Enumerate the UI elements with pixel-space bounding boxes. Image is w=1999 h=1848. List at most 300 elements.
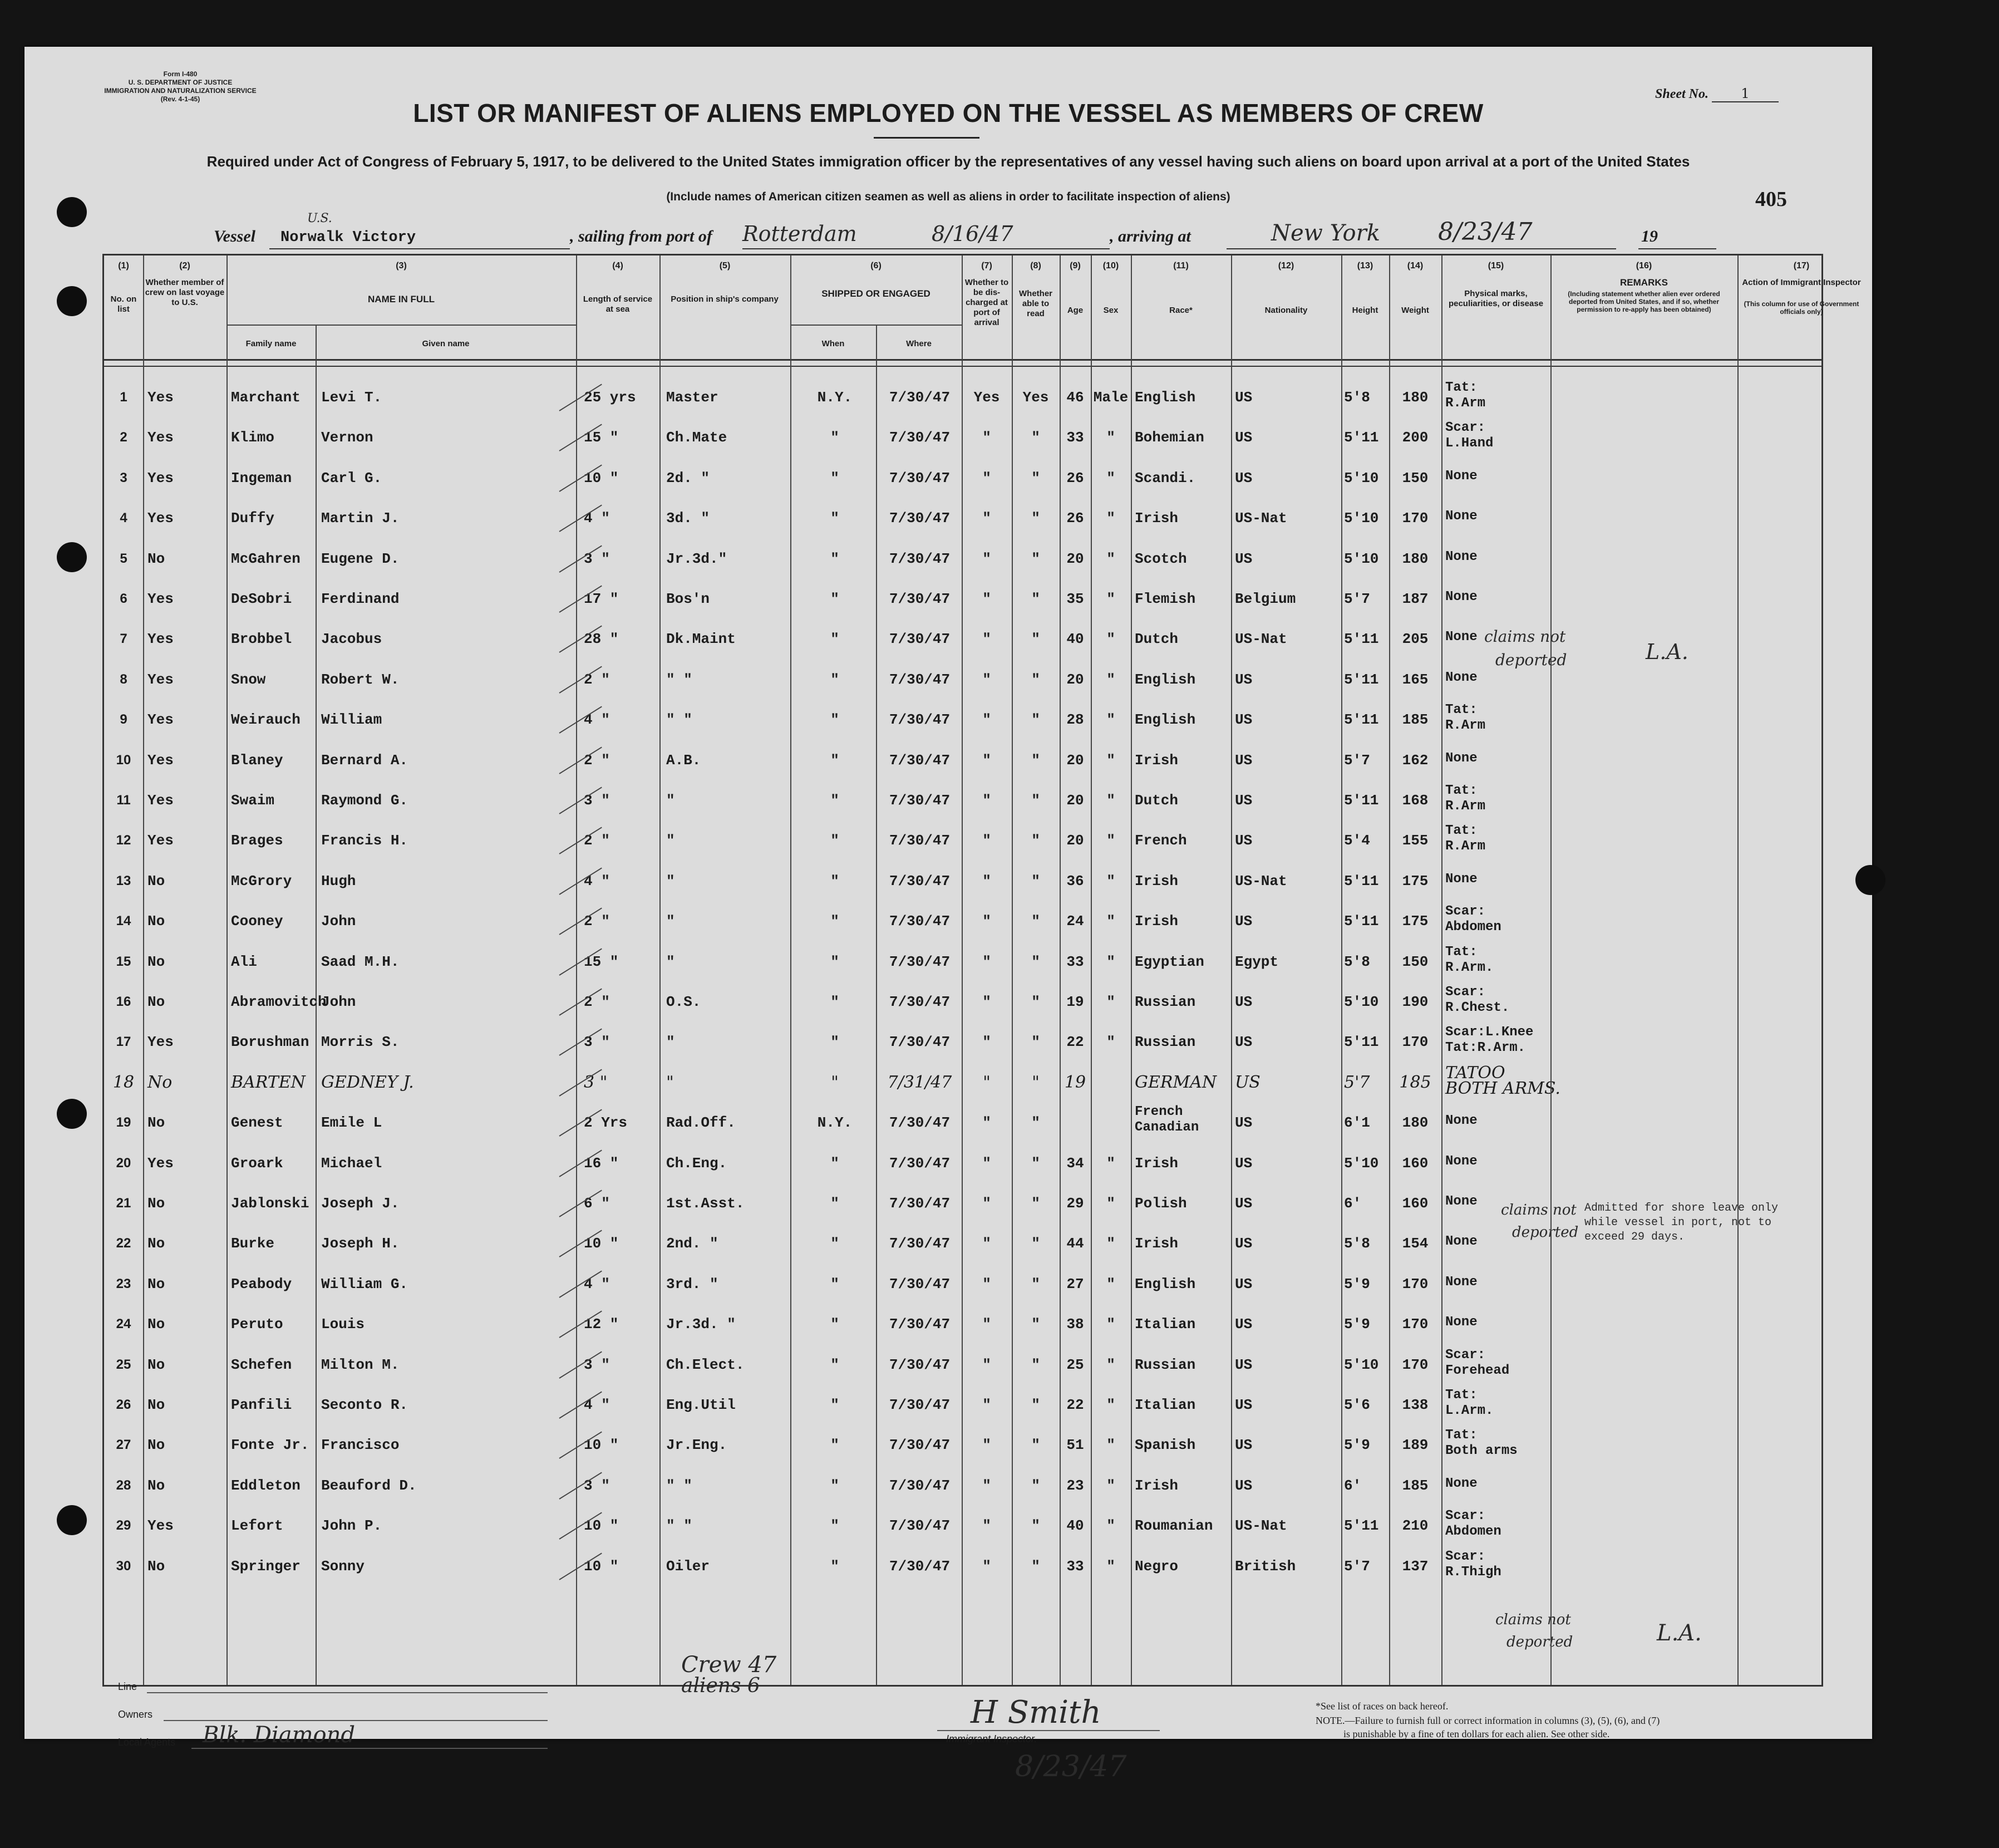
cell-nationality: US <box>1235 1356 1253 1373</box>
col-divider <box>1389 255 1390 1685</box>
cell-given: Jacobus <box>321 631 382 648</box>
table-row <box>104 1142 1821 1182</box>
cell-discharged: " <box>982 872 991 889</box>
cell-marks: None <box>1445 549 1478 564</box>
cell-sex: " <box>1106 1517 1115 1535</box>
cell-read: " <box>1031 751 1040 769</box>
cell-marks: None <box>1445 1194 1478 1209</box>
cell-service: 3 " <box>584 1072 608 1092</box>
cell-position: A.B. <box>666 751 701 769</box>
cell-sex: Male <box>1093 389 1129 406</box>
cell-where: 7/30/47 <box>889 994 951 1010</box>
crew-count: Crew 47 <box>681 1652 777 1678</box>
agents-label: Local Agents <box>118 1737 176 1748</box>
aliens-count: aliens 6 <box>681 1674 760 1697</box>
cell-service: 3 " <box>584 1034 610 1051</box>
cell-where: 7/31/47 <box>887 1072 952 1092</box>
cell-position: " <box>666 1034 675 1051</box>
cell-read: " <box>1031 469 1040 486</box>
cell-height: 5'8 <box>1344 389 1370 406</box>
header-remarks: REMARKS <box>1620 277 1668 288</box>
cell-discharged: " <box>982 1114 991 1132</box>
cell-when: " <box>830 792 839 809</box>
cell-service: 2 " <box>584 751 610 769</box>
arriving-label: , arriving at <box>1110 227 1191 245</box>
cell-position: " <box>666 1072 674 1092</box>
cell-when: " <box>830 1557 839 1575</box>
cell-race: Irish <box>1135 1235 1179 1252</box>
cell-position: Jr.3d. " <box>666 1316 736 1333</box>
header-race: Race* <box>1169 306 1193 315</box>
cell-position: 3rd. " <box>666 1275 718 1292</box>
cell-race: Egyptian <box>1135 953 1204 970</box>
col-num: (11) <box>1173 261 1189 271</box>
table-row <box>104 1101 1821 1141</box>
cell-when: " <box>830 591 839 607</box>
cell-service: 4 " <box>584 510 610 527</box>
cell-no: 24 <box>116 1316 131 1332</box>
cell-position: " " <box>666 1517 692 1535</box>
cell-weight: 170 <box>1402 1275 1429 1292</box>
cell-nationality: US-Nat <box>1235 631 1287 648</box>
cell-service: 2 " <box>584 913 610 930</box>
cell-no: 20 <box>116 1155 131 1171</box>
cell-race: GERMAN <box>1135 1072 1217 1092</box>
cell-age: 28 <box>1066 711 1084 729</box>
cell-position: " <box>666 953 675 970</box>
cell-where: 7/30/47 <box>889 1114 951 1132</box>
cell-discharged: " <box>982 631 991 648</box>
table-row <box>104 1262 1821 1303</box>
cell-sex: " <box>1106 1397 1115 1413</box>
cell-given: Carl G. <box>321 469 382 486</box>
page-title: LIST OR MANIFEST OF ALIENS EMPLOYED ON THE VESSEL AS MEMBERS OF CREW <box>413 99 1484 127</box>
table-row <box>104 900 1821 940</box>
cell-where: 7/30/47 <box>889 711 951 729</box>
cell-read: " <box>1031 994 1040 1010</box>
cell-sex: " <box>1106 872 1115 889</box>
cell-sex: " <box>1106 953 1115 970</box>
cell-sex: " <box>1106 591 1115 607</box>
cell-no: 18 <box>112 1072 135 1092</box>
col-num: (2) <box>179 261 190 271</box>
cell-race: English <box>1135 389 1196 406</box>
cell-height: 6' <box>1344 1195 1362 1212</box>
cell-race: Irish <box>1135 913 1179 930</box>
cell-no: 16 <box>116 994 131 1009</box>
col-divider <box>1550 255 1552 1685</box>
cell-read: " <box>1031 1316 1040 1333</box>
cell-race: Polish <box>1135 1195 1187 1212</box>
cell-prev: No <box>147 1316 165 1333</box>
remark-shore-leave: while vessel in port, not to <box>1584 1216 1772 1229</box>
cell-prev: No <box>147 1397 165 1413</box>
local-agents-value: Blk. Diamond <box>203 1722 355 1748</box>
cell-given: Morris S. <box>321 1034 400 1051</box>
cell-height: 5'10 <box>1344 994 1379 1010</box>
cell-no: 19 <box>116 1115 131 1131</box>
cell-when: " <box>830 994 839 1010</box>
col-divider <box>1737 255 1739 1685</box>
header-given-name: Given name <box>422 339 470 348</box>
cell-height: 5'8 <box>1344 953 1370 970</box>
cell-race: Russian <box>1135 1356 1196 1373</box>
cell-service: 10 " <box>584 1517 619 1535</box>
cell-position: Dk.Maint <box>666 631 736 648</box>
cell-weight: 150 <box>1402 953 1429 970</box>
cell-discharged: " <box>982 1477 991 1494</box>
cell-sex: " <box>1106 631 1115 648</box>
cell-where: 7/30/47 <box>889 671 951 688</box>
cell-marks: TATOO BOTH ARMS. <box>1445 1063 1560 1098</box>
cell-sex: " <box>1106 1195 1115 1212</box>
cell-where: 7/30/47 <box>889 429 951 446</box>
cell-weight: 185 <box>1402 1477 1429 1494</box>
cell-given: Vernon <box>321 429 373 446</box>
cell-where: 7/30/47 <box>889 1517 951 1535</box>
cell-service: 2 " <box>584 671 610 688</box>
cell-height: 5'11 <box>1344 671 1379 688</box>
cell-height: 5'11 <box>1344 429 1379 446</box>
cell-nationality: US <box>1235 1034 1253 1051</box>
header-sex: Sex <box>1103 306 1119 315</box>
annotation-la: L.A. <box>1646 640 1688 664</box>
table-row <box>104 537 1821 577</box>
cell-race: Irish <box>1135 1477 1179 1494</box>
header-read: Whether able to read <box>1019 289 1052 318</box>
cell-read: " <box>1031 591 1040 607</box>
header-height: Height <box>1352 306 1378 315</box>
cell-sex: " <box>1106 671 1115 688</box>
cell-service: 25 yrs <box>584 389 636 406</box>
cell-marks: Scar:L.Knee Tat:R.Arm. <box>1445 1025 1534 1056</box>
table-row <box>104 416 1821 456</box>
cell-family: Cooney <box>231 913 283 930</box>
port-to: New York <box>1271 220 1380 246</box>
cell-no: 5 <box>120 551 127 566</box>
cell-no: 13 <box>116 873 131 888</box>
cell-nationality: US <box>1235 1195 1253 1212</box>
cell-discharged: " <box>982 1275 991 1292</box>
cell-when: " <box>830 1356 839 1373</box>
cell-weight: 170 <box>1402 1356 1429 1373</box>
cell-position: Master <box>666 389 718 406</box>
cell-family: Ali <box>231 953 257 970</box>
cell-marks: None <box>1445 750 1478 766</box>
cell-no: 9 <box>120 712 127 728</box>
cell-given: John <box>321 994 356 1010</box>
cell-sex: " <box>1106 1154 1115 1172</box>
cell-family: Schefen <box>231 1356 292 1373</box>
cell-read: " <box>1031 1437 1040 1454</box>
cell-service: 10 " <box>584 1557 619 1575</box>
cell-discharged: " <box>982 671 991 688</box>
cell-nationality: US-Nat <box>1235 510 1287 527</box>
cell-when: " <box>830 1517 839 1535</box>
cell-race: Bohemian <box>1135 429 1204 446</box>
cell-weight: 210 <box>1402 1517 1429 1535</box>
cell-service: 2 " <box>584 832 610 849</box>
cell-prev: Yes <box>147 751 174 769</box>
cell-when: " <box>830 832 839 849</box>
cell-when: " <box>831 1072 839 1092</box>
cell-race: French Canadian <box>1135 1104 1199 1136</box>
cell-when: " <box>830 953 839 970</box>
cell-weight: 190 <box>1402 994 1429 1010</box>
cell-sex: " <box>1106 711 1115 729</box>
cell-discharged: Yes <box>973 389 1000 406</box>
cell-height: 5'7 <box>1344 1557 1370 1575</box>
header-nationality: Nationality <box>1264 306 1308 315</box>
cell-discharged: " <box>982 1235 991 1252</box>
cell-where: 7/30/47 <box>889 1356 951 1373</box>
cell-height: 5'10 <box>1344 1356 1379 1373</box>
cell-where: 7/30/47 <box>889 1316 951 1333</box>
cell-race: Negro <box>1135 1557 1179 1575</box>
cell-age: 20 <box>1066 792 1084 809</box>
year-label: 19 <box>1641 227 1658 245</box>
cell-service: 6 " <box>584 1195 610 1212</box>
cell-when: " <box>830 469 839 486</box>
cell-where: 7/30/47 <box>889 1154 951 1172</box>
col-num: (3) <box>396 261 407 271</box>
cell-read: " <box>1031 1517 1040 1535</box>
title-rule <box>874 137 979 139</box>
cell-no: 14 <box>116 913 131 929</box>
cell-discharged: " <box>982 994 991 1010</box>
cell-no: 4 <box>120 510 127 526</box>
cell-discharged: " <box>982 591 991 607</box>
cell-service: 17 " <box>584 591 619 607</box>
col-num: (7) <box>981 261 992 271</box>
cell-age: 46 <box>1066 389 1084 406</box>
cell-no: 2 <box>120 430 127 445</box>
cell-where: 7/30/47 <box>889 872 951 889</box>
cell-prev: Yes <box>147 671 174 688</box>
cell-nationality: US-Nat <box>1235 872 1287 889</box>
cell-position: " " <box>666 1477 692 1494</box>
cell-prev: Yes <box>147 832 174 849</box>
cell-read: Yes <box>1022 389 1049 406</box>
cell-prev: Yes <box>147 429 174 446</box>
signature-underline <box>937 1730 1160 1731</box>
cell-prev: No <box>147 953 165 970</box>
cell-race: Flemish <box>1135 591 1196 607</box>
cell-no: 25 <box>116 1356 131 1372</box>
table-row <box>104 1020 1821 1060</box>
sheet-label: Sheet No. <box>1655 87 1708 101</box>
cell-where: 7/30/47 <box>889 792 951 809</box>
header-divider <box>104 366 1821 367</box>
cell-given: Francis H. <box>321 832 408 849</box>
cell-marks: None <box>1445 1153 1478 1169</box>
col-divider <box>790 255 791 1685</box>
document-number: 405 <box>1755 188 1787 211</box>
cell-given: Raymond G. <box>321 792 408 809</box>
punch-hole <box>57 1099 87 1129</box>
sailing-label: , sailing from port of <box>570 227 712 245</box>
cell-age: 38 <box>1066 1316 1084 1333</box>
cell-given: Saad M.H. <box>321 953 400 970</box>
cell-when: N.Y. <box>817 1114 853 1132</box>
cell-family: Snow <box>231 671 266 688</box>
cell-marks: Scar: R.Thigh <box>1445 1549 1501 1580</box>
cell-when: " <box>830 872 839 889</box>
cell-where: 7/30/47 <box>889 1397 951 1413</box>
header-remarks-note: (Including statement whether alien ever ordered deported from United States, and if so, whether permission to re-apply has been obtained) <box>1568 290 1720 313</box>
cell-discharged: " <box>982 792 991 809</box>
agents-underline <box>191 1748 548 1749</box>
cell-prev: Yes <box>147 631 174 648</box>
cell-family: Groark <box>231 1154 283 1172</box>
cell-family: Eddleton <box>231 1477 301 1494</box>
fine-note: is punishable by a fine of ten dollars for each alien. See other side. <box>1343 1728 1610 1739</box>
cell-height: 5'8 <box>1344 1235 1370 1252</box>
cell-read: " <box>1031 1034 1040 1051</box>
cell-nationality: US <box>1235 671 1253 688</box>
cell-given: Beauford D. <box>321 1477 417 1494</box>
remark-shore-leave: exceed 29 days. <box>1584 1231 1685 1244</box>
cell-when: " <box>830 671 839 688</box>
cell-when: N.Y. <box>817 389 853 406</box>
cell-sex: " <box>1106 469 1115 486</box>
header-inspector-note: (This column for use of Government officials only) <box>1744 300 1859 316</box>
cell-nationality: US <box>1235 1154 1253 1172</box>
cell-when: " <box>830 751 839 769</box>
form-number: Form I-480 <box>163 70 198 78</box>
cell-prev: No <box>147 1195 165 1212</box>
cell-no: 1 <box>120 390 127 405</box>
cell-prev: No <box>147 1275 165 1292</box>
cell-prev: Yes <box>147 389 174 406</box>
cell-no: 12 <box>116 833 131 848</box>
cell-discharged: " <box>982 429 991 446</box>
cell-position: " <box>666 872 675 889</box>
cell-read: " <box>1031 1397 1040 1413</box>
cell-given: Louis <box>321 1316 365 1333</box>
cell-race: Spanish <box>1135 1437 1196 1454</box>
cell-race: Irish <box>1135 510 1179 527</box>
cell-weight: 189 <box>1402 1437 1429 1454</box>
cell-marks: Scar: R.Chest. <box>1445 985 1510 1015</box>
cell-family: Borushman <box>231 1034 309 1051</box>
cell-nationality: US <box>1235 389 1253 406</box>
cell-weight: 162 <box>1402 751 1429 769</box>
cell-nationality: US <box>1235 913 1253 930</box>
col-num: (6) <box>870 261 882 271</box>
header-prev-voyage: Whether member of crew on last voyage to U.S. <box>145 278 225 307</box>
cell-marks: None <box>1445 630 1478 645</box>
col-divider <box>227 255 228 1685</box>
cell-discharged: " <box>982 1316 991 1333</box>
cell-nationality: British <box>1235 1557 1296 1575</box>
cell-family: Blaney <box>231 751 283 769</box>
cell-family: Weirauch <box>231 711 301 729</box>
cell-sex: " <box>1106 550 1115 567</box>
cell-where: 7/30/47 <box>889 913 951 930</box>
cell-prev: Yes <box>147 1517 174 1535</box>
cell-prev: No <box>147 1235 165 1252</box>
cell-given: Seconto R. <box>321 1397 408 1413</box>
cell-service: 3 " <box>584 792 610 809</box>
cell-nationality: Egypt <box>1235 953 1279 970</box>
cell-where: 7/30/47 <box>889 1034 951 1051</box>
annotation-claims-not: claims not <box>1501 1202 1577 1218</box>
cell-when: " <box>830 1275 839 1292</box>
table-row <box>104 739 1821 779</box>
cell-race: Roumanian <box>1135 1517 1213 1535</box>
cell-given: GEDNEY J. <box>321 1072 414 1092</box>
col-divider <box>1131 255 1132 1685</box>
cell-position: O.S. <box>666 994 701 1010</box>
header-inspector-action: Action of Immigrant Inspector <box>1742 278 1861 287</box>
cell-height: 5'11 <box>1344 792 1379 809</box>
sheet-value: 1 <box>1712 86 1779 102</box>
cell-where: 7/30/47 <box>889 1195 951 1212</box>
cell-weight: 155 <box>1402 832 1429 849</box>
fine-note: NOTE.—Failure to furnish full or correct information in columns (3), (5), (6), and (7) <box>1316 1715 1660 1726</box>
header-name: NAME IN FULL <box>368 294 435 304</box>
cell-height: 5'6 <box>1344 1397 1370 1413</box>
cell-service: 4 " <box>584 711 610 729</box>
cell-prev: Yes <box>147 591 174 607</box>
col-divider <box>962 255 963 1685</box>
col-divider <box>1091 255 1092 1685</box>
cell-when: " <box>830 711 839 729</box>
cell-sex: " <box>1106 1437 1115 1454</box>
cell-prev: No <box>147 913 165 930</box>
cell-where: 7/30/47 <box>889 389 951 406</box>
annotation-claims-not: claims not <box>1484 627 1566 646</box>
cell-where: 7/30/47 <box>889 510 951 527</box>
cell-marks: None <box>1445 589 1478 604</box>
cell-height: 6' <box>1344 1477 1362 1494</box>
cell-marks: Tat: R.Arm <box>1445 380 1486 411</box>
cell-sex: " <box>1106 913 1115 930</box>
cell-discharged: " <box>982 1195 991 1212</box>
cell-read: " <box>1031 671 1040 688</box>
header-when: When <box>821 339 845 348</box>
annotation-deported: deported <box>1512 1224 1579 1241</box>
cell-weight: 160 <box>1402 1195 1429 1212</box>
cell-height: 5'11 <box>1344 1517 1379 1535</box>
cell-read: " <box>1031 1195 1040 1212</box>
table-row <box>104 1303 1821 1343</box>
cell-no: 6 <box>120 591 127 606</box>
cell-marks: Tat: L.Arm. <box>1445 1388 1494 1418</box>
cell-given: William G. <box>321 1275 408 1292</box>
col-divider <box>143 255 144 1685</box>
cell-height: 5'7 <box>1344 591 1370 607</box>
cell-position: 3d. " <box>666 510 710 527</box>
table-row <box>104 1061 1821 1101</box>
cell-age: 36 <box>1066 872 1084 889</box>
cell-prev: Yes <box>147 1034 174 1051</box>
cell-age: 25 <box>1066 1356 1084 1373</box>
cell-sex: " <box>1106 832 1115 849</box>
cell-discharged: " <box>982 469 991 486</box>
cell-given: Eugene D. <box>321 550 400 567</box>
table-row <box>104 1423 1821 1463</box>
cell-when: " <box>830 913 839 930</box>
table-row <box>104 376 1821 416</box>
cell-weight: 180 <box>1402 389 1429 406</box>
cell-discharged: " <box>982 550 991 567</box>
cell-no: 21 <box>116 1196 131 1211</box>
cell-position: " " <box>666 711 692 729</box>
cell-read: " <box>1031 1275 1040 1292</box>
cell-weight: 180 <box>1402 1114 1429 1132</box>
